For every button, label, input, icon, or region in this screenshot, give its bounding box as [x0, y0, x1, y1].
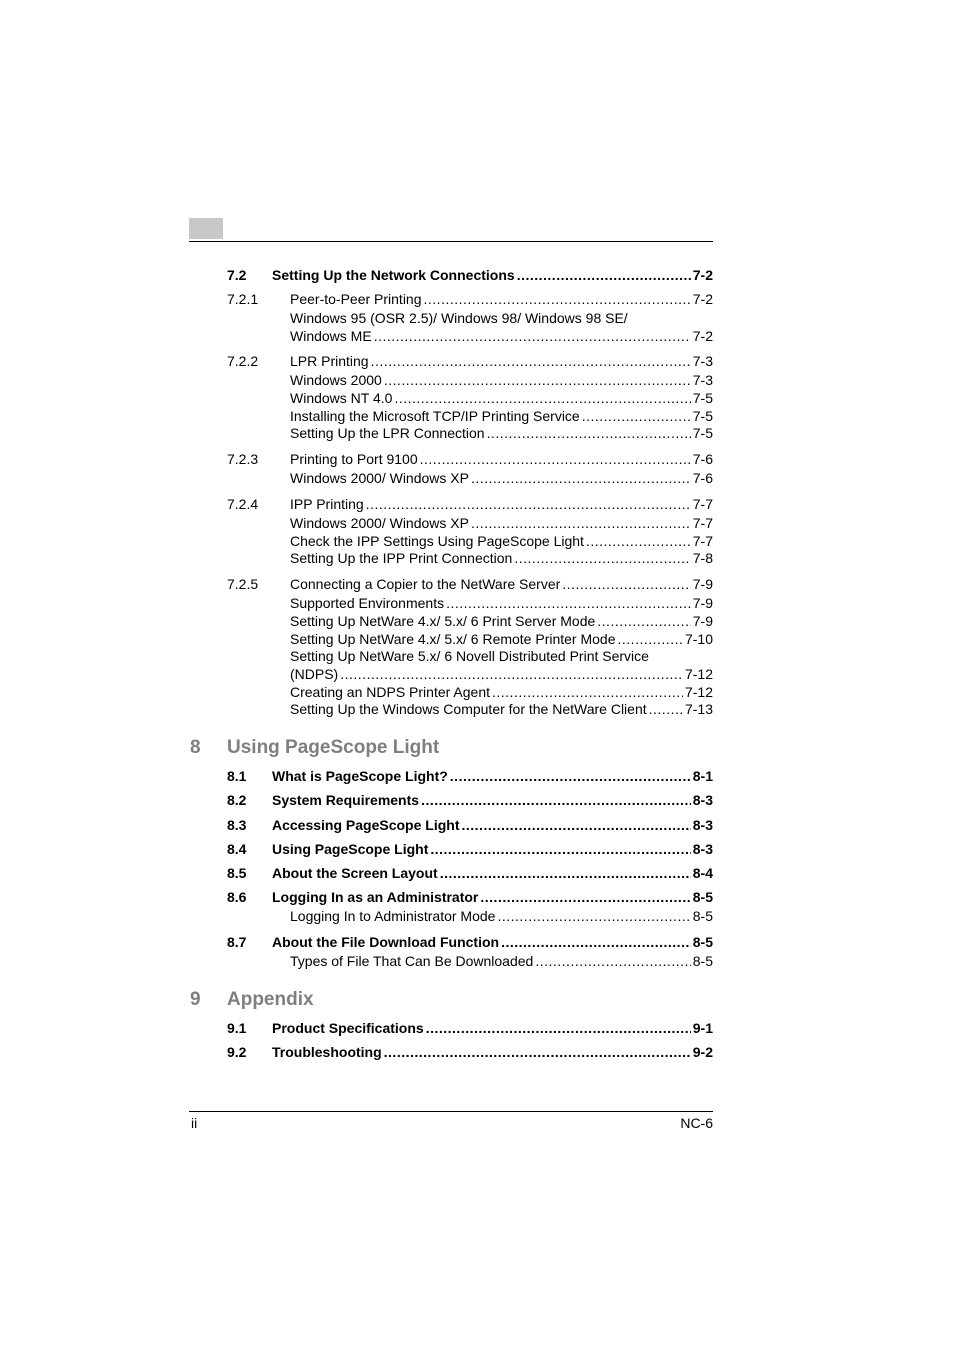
toc-entry-title: Setting Up NetWare 4.x/ 5.x/ 6 Remote Printer Mode: [290, 631, 616, 647]
toc-entry-title: (NDPS): [290, 666, 339, 682]
toc-entry-page: 7-3: [692, 353, 713, 369]
dot-leader: [586, 532, 691, 550]
dot-leader: [384, 1043, 691, 1061]
toc-entry-number: 8.5: [227, 865, 247, 881]
toc-entry-page: 7-5: [692, 408, 713, 424]
toc-entry-page: 8-5: [692, 889, 713, 905]
toc-entry-title: Windows NT 4.0: [290, 390, 393, 406]
dot-leader: [535, 952, 690, 970]
toc-entry-number: 8.2: [227, 792, 247, 808]
dot-leader: [440, 864, 691, 882]
dot-leader: [618, 630, 683, 648]
toc-entry-title: Setting Up the LPR Connection: [290, 425, 485, 441]
footer-rule: [189, 1111, 713, 1112]
toc-entry-page: 7-13: [684, 701, 713, 717]
dot-leader: [582, 407, 691, 425]
chapter-title: Using PageScope Light: [227, 737, 440, 758]
dot-leader: [480, 888, 690, 906]
toc-entry-page: 7-3: [692, 372, 713, 388]
toc-entry-number: 9.1: [227, 1020, 247, 1036]
toc-entry-title: Logging In to Administrator Mode: [290, 908, 496, 924]
toc-entry-page: 8-4: [692, 865, 713, 881]
toc-entry-title: Windows ME: [290, 328, 372, 344]
toc-entry-page: 7-2: [692, 267, 713, 283]
header-rule: [189, 241, 713, 242]
toc-entry-title: Windows 95 (OSR 2.5)/ Windows 98/ Windows 98 SE/: [290, 310, 628, 326]
toc-entry-title: Printing to Port 9100: [290, 451, 418, 467]
dot-leader: [462, 816, 691, 834]
toc-entry-title: Installing the Microsoft TCP/IP Printing Service: [290, 408, 580, 424]
toc-entry-page: 8-1: [692, 768, 713, 784]
dot-leader: [424, 290, 691, 308]
dot-leader: [421, 791, 691, 809]
dot-leader: [374, 327, 691, 345]
toc-entry-page: 7-10: [684, 631, 713, 647]
dot-leader: [366, 495, 691, 513]
toc-entry-page: 9-1: [692, 1020, 713, 1036]
toc-entry-title: Check the IPP Settings Using PageScope Light: [290, 533, 584, 549]
toc-entry-page: 7-9: [692, 613, 713, 629]
toc-entry-page: 7-5: [692, 425, 713, 441]
toc-entry-number: 8.3: [227, 817, 247, 833]
dot-leader: [492, 683, 683, 701]
dot-leader: [430, 840, 690, 858]
toc-entry-title: Windows 2000: [290, 372, 382, 388]
toc-entry-number: 8.6: [227, 889, 247, 905]
toc-entry-page: 7-2: [692, 328, 713, 344]
toc-entry-page: 8-5: [692, 953, 713, 969]
toc-entry-title: Types of File That Can Be Downloaded: [290, 953, 534, 969]
toc-entry-title: Supported Environments: [290, 595, 445, 611]
chapter-number: 8: [190, 737, 201, 758]
dot-leader: [514, 549, 690, 567]
toc-entry-page: 7-2: [692, 291, 713, 307]
toc-entry-title: Creating an NDPS Printer Agent: [290, 684, 490, 700]
footer-page-number: ii: [191, 1115, 198, 1131]
toc-entry-title: Setting Up the Network Connections: [272, 267, 515, 283]
toc-entry-title: Setting Up NetWare 5.x/ 6 Novell Distributed Print Service: [290, 648, 649, 664]
toc-entry-page: 7-12: [684, 666, 713, 682]
toc-entry-page: 9-2: [692, 1044, 713, 1060]
toc-entry-page: 7-6: [692, 470, 713, 486]
dot-leader: [487, 424, 691, 442]
toc-entry-page: 7-9: [692, 576, 713, 592]
dot-leader: [562, 575, 690, 593]
toc-entry-page: 7-9: [692, 595, 713, 611]
toc-entry-number: 7.2.5: [227, 576, 259, 592]
toc-entry-page: 8-5: [692, 908, 713, 924]
toc-entry-number: 8.1: [227, 768, 247, 784]
dot-leader: [446, 594, 691, 612]
toc-entry-number: 8.7: [227, 934, 247, 950]
toc-entry-page: 7-7: [692, 515, 713, 531]
toc-entry-page: 7-6: [692, 451, 713, 467]
dot-leader: [471, 514, 691, 532]
dot-leader: [426, 1019, 691, 1037]
dot-leader: [371, 352, 691, 370]
dot-leader: [420, 450, 691, 468]
toc-entry-title: About the File Download Function: [272, 934, 500, 950]
dot-leader: [340, 665, 683, 683]
toc-entry-number: 9.2: [227, 1044, 247, 1060]
dot-leader: [450, 767, 691, 785]
toc-entry-title: Windows 2000/ Windows XP: [290, 515, 469, 531]
toc-entry-page: 7-12: [684, 684, 713, 700]
toc-entry-title: Troubleshooting: [272, 1044, 382, 1060]
dot-leader: [384, 371, 691, 389]
dot-leader: [497, 907, 690, 925]
toc-entry-title: Product Specifications: [272, 1020, 424, 1036]
dot-leader: [471, 469, 691, 487]
toc-entry-title: Logging In as an Administrator: [272, 889, 479, 905]
toc-entry-title: Setting Up the IPP Print Connection: [290, 550, 513, 566]
toc-entry-page: 8-3: [692, 841, 713, 857]
toc-entry-title: Connecting a Copier to the NetWare Server: [290, 576, 561, 592]
header-tab-marker: [189, 218, 223, 239]
toc-entry-number: 7.2.1: [227, 291, 259, 307]
toc-entry-number: 8.4: [227, 841, 247, 857]
toc-entry-page: 8-3: [692, 792, 713, 808]
dot-leader: [649, 700, 683, 718]
toc-entry-number: 7.2.3: [227, 451, 259, 467]
toc-entry-title: Using PageScope Light: [272, 841, 429, 857]
dot-leader: [501, 933, 691, 951]
toc-entry-title: Windows 2000/ Windows XP: [290, 470, 469, 486]
toc-entry-title: System Requirements: [272, 792, 420, 808]
footer-product-name: NC-6: [680, 1115, 713, 1131]
toc-entry-page: 8-5: [692, 934, 713, 950]
toc-entry-page: 7-8: [692, 550, 713, 566]
dot-leader: [394, 389, 690, 407]
toc-entry-number: 7.2.4: [227, 496, 259, 512]
toc-entry-number: 7.2: [227, 267, 247, 283]
toc-entry-title: Setting Up the Windows Computer for the NetWare Client: [290, 701, 647, 717]
toc-entry-title: Accessing PageScope Light: [272, 817, 460, 833]
chapter-title: Appendix: [227, 989, 314, 1010]
toc-entry-page: 7-7: [692, 496, 713, 512]
toc-entry-title: Setting Up NetWare 4.x/ 5.x/ 6 Print Server Mode: [290, 613, 596, 629]
chapter-number: 9: [190, 989, 201, 1010]
toc-entry-page: 7-5: [692, 390, 713, 406]
toc-entry-title: About the Screen Layout: [272, 865, 438, 881]
toc-entry-title: LPR Printing: [290, 353, 369, 369]
toc-entry-title: What is PageScope Light?: [272, 768, 448, 784]
dot-leader: [517, 266, 691, 284]
toc-entry-page: 7-7: [692, 533, 713, 549]
toc-entry-number: 7.2.2: [227, 353, 259, 369]
toc-entry-page: 8-3: [692, 817, 713, 833]
toc-entry-title: IPP Printing: [290, 496, 364, 512]
toc-entry-title: Peer-to-Peer Printing: [290, 291, 422, 307]
dot-leader: [597, 612, 690, 630]
